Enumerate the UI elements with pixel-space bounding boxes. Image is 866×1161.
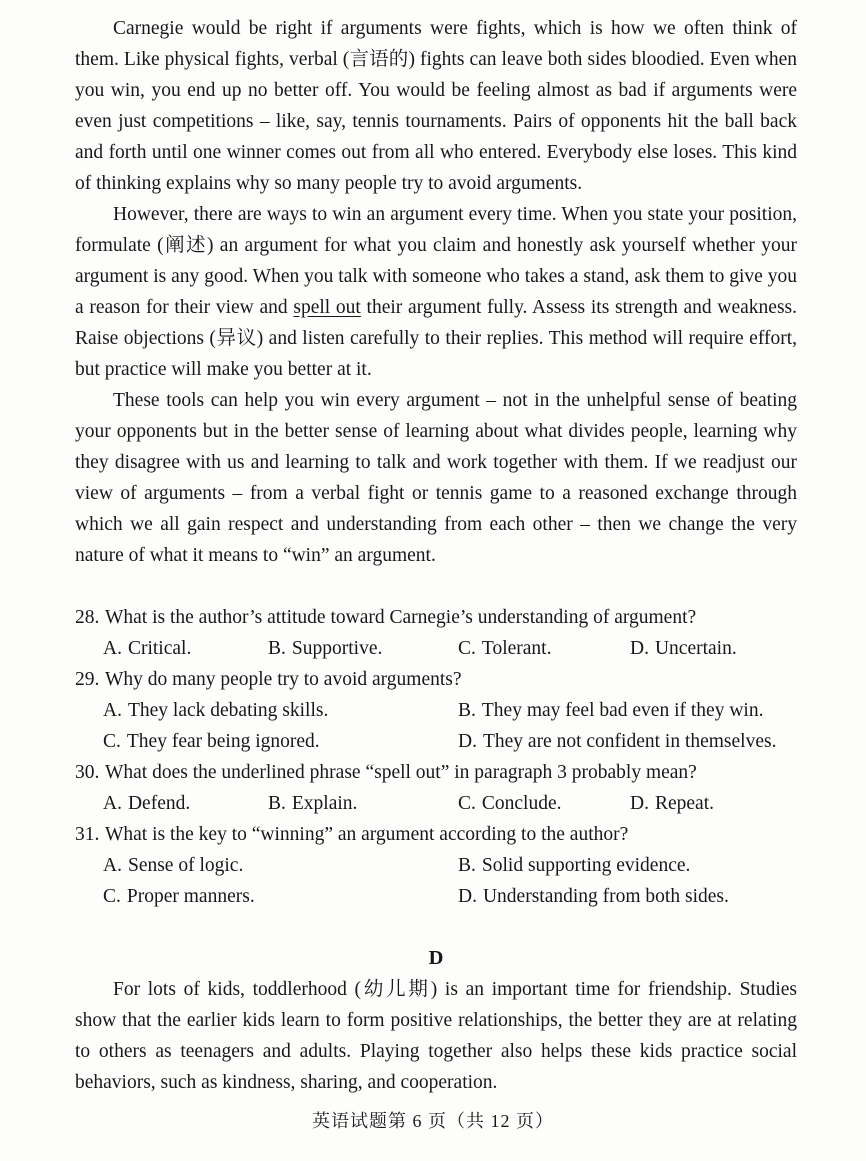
question-31	[75, 819, 797, 912]
question-28-text: What is the author’s attitude toward Carnegie’s understanding of argument?	[105, 607, 697, 628]
option-label: B.	[458, 855, 476, 876]
option-text: Solid supporting evidence.	[481, 855, 691, 876]
option-text: Critical.	[127, 638, 192, 659]
question-31-option-c	[103, 881, 458, 912]
option-label: D.	[458, 731, 477, 752]
option-text: Uncertain.	[654, 638, 737, 659]
option-text: Repeat.	[654, 793, 714, 814]
question-31-option-b	[458, 850, 690, 881]
option-label: A.	[103, 855, 122, 876]
question-30-option-c	[458, 788, 630, 819]
question-29-option-c	[103, 726, 458, 757]
question-31-option-a	[103, 850, 458, 881]
question-28-option-b	[268, 633, 458, 664]
option-label: D.	[458, 886, 477, 907]
paragraph-2-text-after: their argument fully. Assess its strength and weakness. Raise objections (异议) and listen carefully to their replies. This method will require effort, but practice will make you better at it.	[75, 297, 797, 380]
question-30	[75, 757, 797, 819]
question-28-option-a	[103, 633, 268, 664]
question-28-number: 28.	[75, 607, 100, 628]
option-text: They fear being ignored.	[126, 731, 320, 752]
paragraph-2-text-before: However, there are ways to win an argument every time. When you state your position, formulate (阐述) an argument for what you claim and honestly ask yourself whether your argument is any good. When you talk with someone who takes a stand, ask them to give you a reason for their view and	[75, 204, 797, 318]
option-label: C.	[103, 886, 121, 907]
question-30-options	[75, 788, 797, 819]
question-30-option-a	[103, 788, 268, 819]
option-text: Understanding from both sides.	[482, 886, 729, 907]
option-label: A.	[103, 700, 122, 721]
question-28-option-d	[630, 633, 737, 664]
passage-paragraph-2	[75, 199, 797, 385]
option-text: Sense of logic.	[127, 855, 244, 876]
passage-paragraph-1: Carnegie would be right if arguments were fights, which is how we often think of them. Like physical fights, verbal (言语的) fights can leave both sides bloodied. Even when you win, you end up no better off. You would be feeling almost as bad if arguments were even just competitions – like, say, tennis tournaments. Pairs of opponents hit the ball back and forth until one winner comes out from all who entered. Everybody else loses. This kind of thinking explains why so many people try to avoid arguments.	[75, 18, 797, 194]
question-30-stem	[75, 757, 797, 788]
question-31-option-d	[458, 881, 729, 912]
option-label: A.	[103, 793, 122, 814]
question-29	[75, 664, 797, 757]
option-label: A.	[103, 638, 122, 659]
question-31-number: 31.	[75, 824, 100, 845]
section-d-paragraph-1: For lots of kids, toddlerhood (幼儿期) is an important time for friendship. Studies show that the earlier kids learn to form positive relationships, the better they are at relating to others as teenagers and adults. Playing together also helps these kids practice social behaviors, such as kindness, sharing, and cooperation.	[75, 979, 797, 1093]
option-text: They may feel bad even if they win.	[481, 700, 764, 721]
underlined-phrase-spell-out: spell out	[293, 297, 361, 318]
option-text: Proper manners.	[126, 886, 255, 907]
passage-paragraph-3: These tools can help you win every argument – not in the unhelpful sense of beating your opponents but in the better sense of learning about what divides people, learning why they disagree with us and learning to talk and work together with them. If we readjust our view of arguments – from a verbal fight or tennis game to a reasoned exchange through which we all gain respect and understanding from each other – then we change the very nature of what it means to “win” an argument.	[75, 390, 797, 566]
option-text: Conclude.	[481, 793, 562, 814]
section-d-heading: D	[428, 947, 444, 969]
questions-section	[75, 602, 797, 912]
option-label: D.	[630, 638, 649, 659]
question-31-options-row-1	[75, 850, 797, 881]
question-29-options-row-2	[75, 726, 797, 757]
option-label: C.	[103, 731, 121, 752]
option-label: D.	[630, 793, 649, 814]
option-label: C.	[458, 793, 476, 814]
page-footer: 英语试题第 6 页（共 12 页）	[312, 1111, 554, 1131]
question-31-options-row-2	[75, 881, 797, 912]
question-30-option-b	[268, 788, 458, 819]
option-label: B.	[268, 638, 286, 659]
question-29-option-a	[103, 695, 458, 726]
option-text: Defend.	[127, 793, 191, 814]
question-29-option-d	[458, 726, 776, 757]
option-text: Explain.	[291, 793, 358, 814]
question-29-stem	[75, 664, 797, 695]
option-label: B.	[458, 700, 476, 721]
option-text: Tolerant.	[481, 638, 552, 659]
question-28-stem	[75, 602, 797, 633]
option-label: C.	[458, 638, 476, 659]
option-text: Supportive.	[291, 638, 383, 659]
question-28-options	[75, 633, 797, 664]
question-29-options-row-1	[75, 695, 797, 726]
option-text: They lack debating skills.	[127, 700, 329, 721]
question-31-stem	[75, 819, 797, 850]
question-28	[75, 602, 797, 664]
question-30-text: What does the underlined phrase “spell out” in paragraph 3 probably mean?	[105, 762, 697, 783]
question-29-option-b	[458, 695, 763, 726]
question-29-text: Why do many people try to avoid arguments?	[105, 669, 462, 690]
option-text: They are not confident in themselves.	[482, 731, 777, 752]
question-30-option-d	[630, 788, 714, 819]
question-29-number: 29.	[75, 669, 100, 690]
question-30-number: 30.	[75, 762, 100, 783]
section-d	[75, 943, 797, 1098]
passage-section-c	[75, 13, 797, 571]
question-28-option-c	[458, 633, 630, 664]
question-31-text: What is the key to “winning” an argument according to the author?	[105, 824, 629, 845]
option-label: B.	[268, 793, 286, 814]
